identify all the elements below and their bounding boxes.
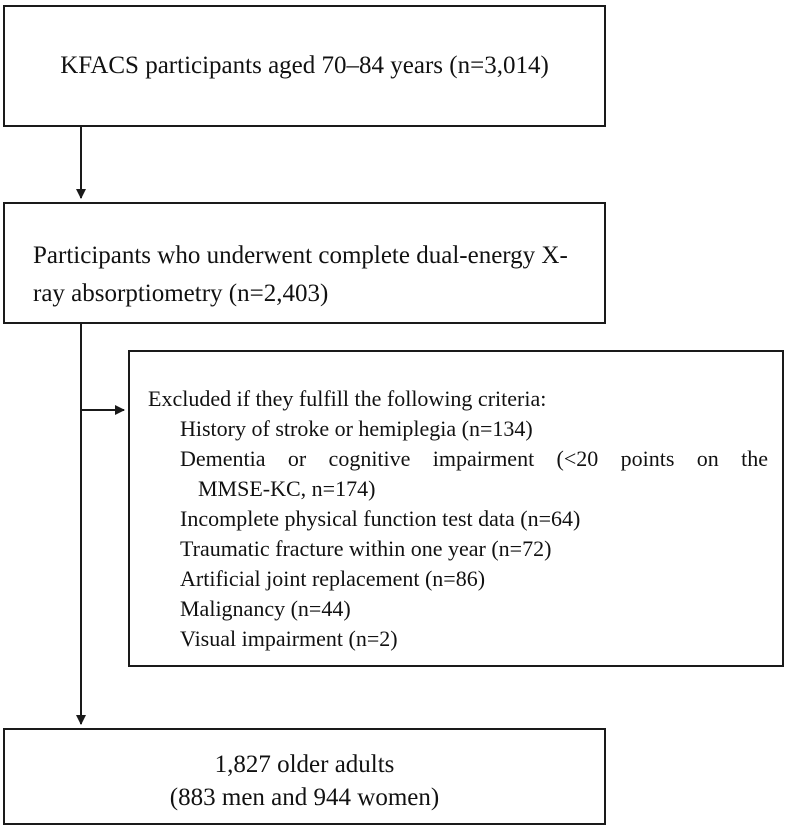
exclusion-item-continuation: MMSE-KC, n=174) (198, 476, 376, 501)
exclusion-list (148, 414, 768, 654)
result-line1: 1,827 older adults (214, 751, 395, 778)
step2-line1: Participants who underwent complete dual-energy X- (33, 242, 568, 269)
result-box (3, 728, 606, 825)
step2-line2: ray absorptiometry (n=2,403) (33, 280, 329, 307)
exclusion-heading: Excluded if they fulfill the following criteria: (148, 386, 547, 411)
exclusion-item: Visual impairment (n=2) (180, 626, 398, 651)
exclusion-item: Malignancy (n=44) (180, 596, 351, 621)
exclusion-box (128, 350, 784, 667)
step1-text: KFACS participants aged 70–84 years (n=3,014) (60, 52, 549, 79)
exclusion-item: History of stroke or hemiplegia (n=134) (180, 416, 533, 441)
step1-box (3, 5, 606, 127)
exclusion-item: Artificial joint replacement (n=86) (180, 566, 486, 591)
exclusion-item: Traumatic fracture within one year (n=72) (180, 536, 552, 561)
exclusion-item: Dementia or cognitive impairment (<20 points on the (180, 446, 768, 471)
result-line2: (883 men and 944 women) (169, 784, 440, 811)
exclusion-item: Incomplete physical function test data (n=64) (180, 506, 581, 531)
step2-box (3, 202, 606, 324)
